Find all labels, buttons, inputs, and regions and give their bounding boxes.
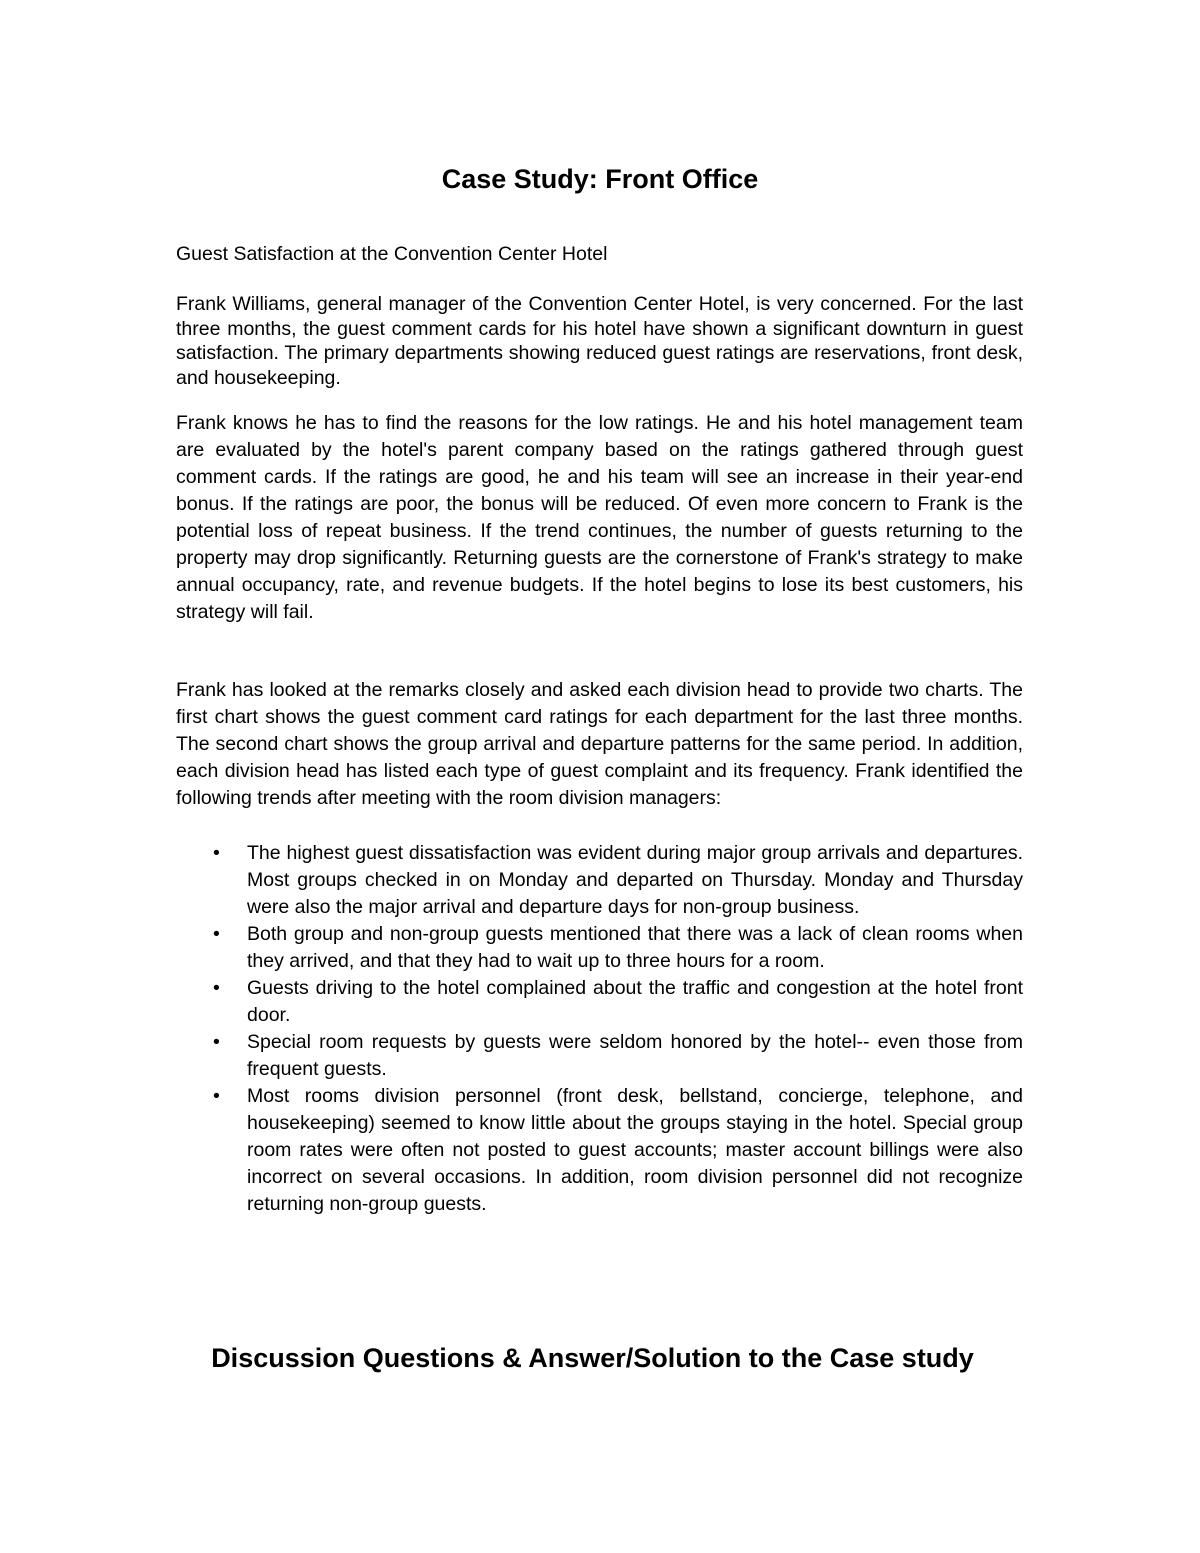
page-title: Case Study: Front Office — [441, 164, 759, 194]
list-item — [176, 975, 1023, 1029]
list-item-text: Special room requests by guests were seldom honored by the hotel-- even those from frequent guests. — [247, 1031, 1023, 1080]
list-item — [176, 1029, 1023, 1083]
list-item — [176, 840, 1023, 921]
list-item-text: The highest guest dissatisfaction was evident during major group arrivals and departures. Most groups checked in on Monday and departed on Thursday. Monday and Thursday were also the major arrival and departure days for non-group business. — [247, 842, 1023, 918]
list-item — [176, 1083, 1023, 1218]
list-item-text: Guests driving to the hotel complained about the traffic and congestion at the hotel front door. — [247, 977, 1023, 1026]
list-item — [176, 921, 1023, 975]
list-item-text: Most rooms division personnel (front desk, bellstand, concierge, telephone, and housekeeping) seemed to know little about the groups staying in the hotel. Special group room rates were often not posted to guest accounts; master account billings were also incorrect on several occasions. In addition, room division personnel did not recognize returning non-group guests. — [247, 1085, 1023, 1215]
bullet-icon: • — [213, 1031, 220, 1053]
bullet-icon: • — [213, 923, 220, 945]
bullet-icon: • — [213, 1085, 220, 1107]
section-heading: Discussion Questions & Answer/Solution to the Case study — [211, 1343, 974, 1373]
bullet-icon: • — [213, 977, 220, 999]
paragraph-remarks: Frank has looked at the remarks closely and asked each division head to provide two charts. The first chart shows the guest comment card ratings for each department for the last three months. The second chart shows the group arrival and departure patterns for the same period. In addition, each division head has listed each type of guest complaint and its frequency. Frank identified the following trends after meeting with the room division managers: — [176, 679, 1023, 809]
paragraph-ratings: Frank knows he has to find the reasons for the low ratings. He and his hotel management team are evaluated by the hotel's parent company based on the ratings gathered through guest comment cards. If the ratings are good, he and his team will see an increase in their year-end bonus. If the ratings are poor, the bonus will be reduced. Of even more concern to Frank is the potential loss of repeat business. If the trend continues, the number of guests returning to the property may drop significantly. Returning guests are the cornerstone of Frank's strategy to make annual occupancy, rate, and revenue budgets. If the hotel begins to lose its best customers, his strategy will fail. — [176, 412, 1023, 623]
list-item-text: Both group and non-group guests mentioned that there was a lack of clean rooms when they arrived, and that they had to wait up to three hours for a room. — [247, 923, 1023, 972]
case-subtitle: Guest Satisfaction at the Convention Center Hotel — [176, 243, 608, 265]
bullet-icon: • — [213, 842, 220, 864]
trends-list — [176, 840, 1023, 1218]
paragraph-intro: Frank Williams, general manager of the Convention Center Hotel, is very concerned. For the last three months, the guest comment cards for his hotel have shown a significant downturn in guest satisfaction. The primary departments showing reduced guest ratings are reservations, front desk, and housekeeping. — [176, 293, 1023, 389]
